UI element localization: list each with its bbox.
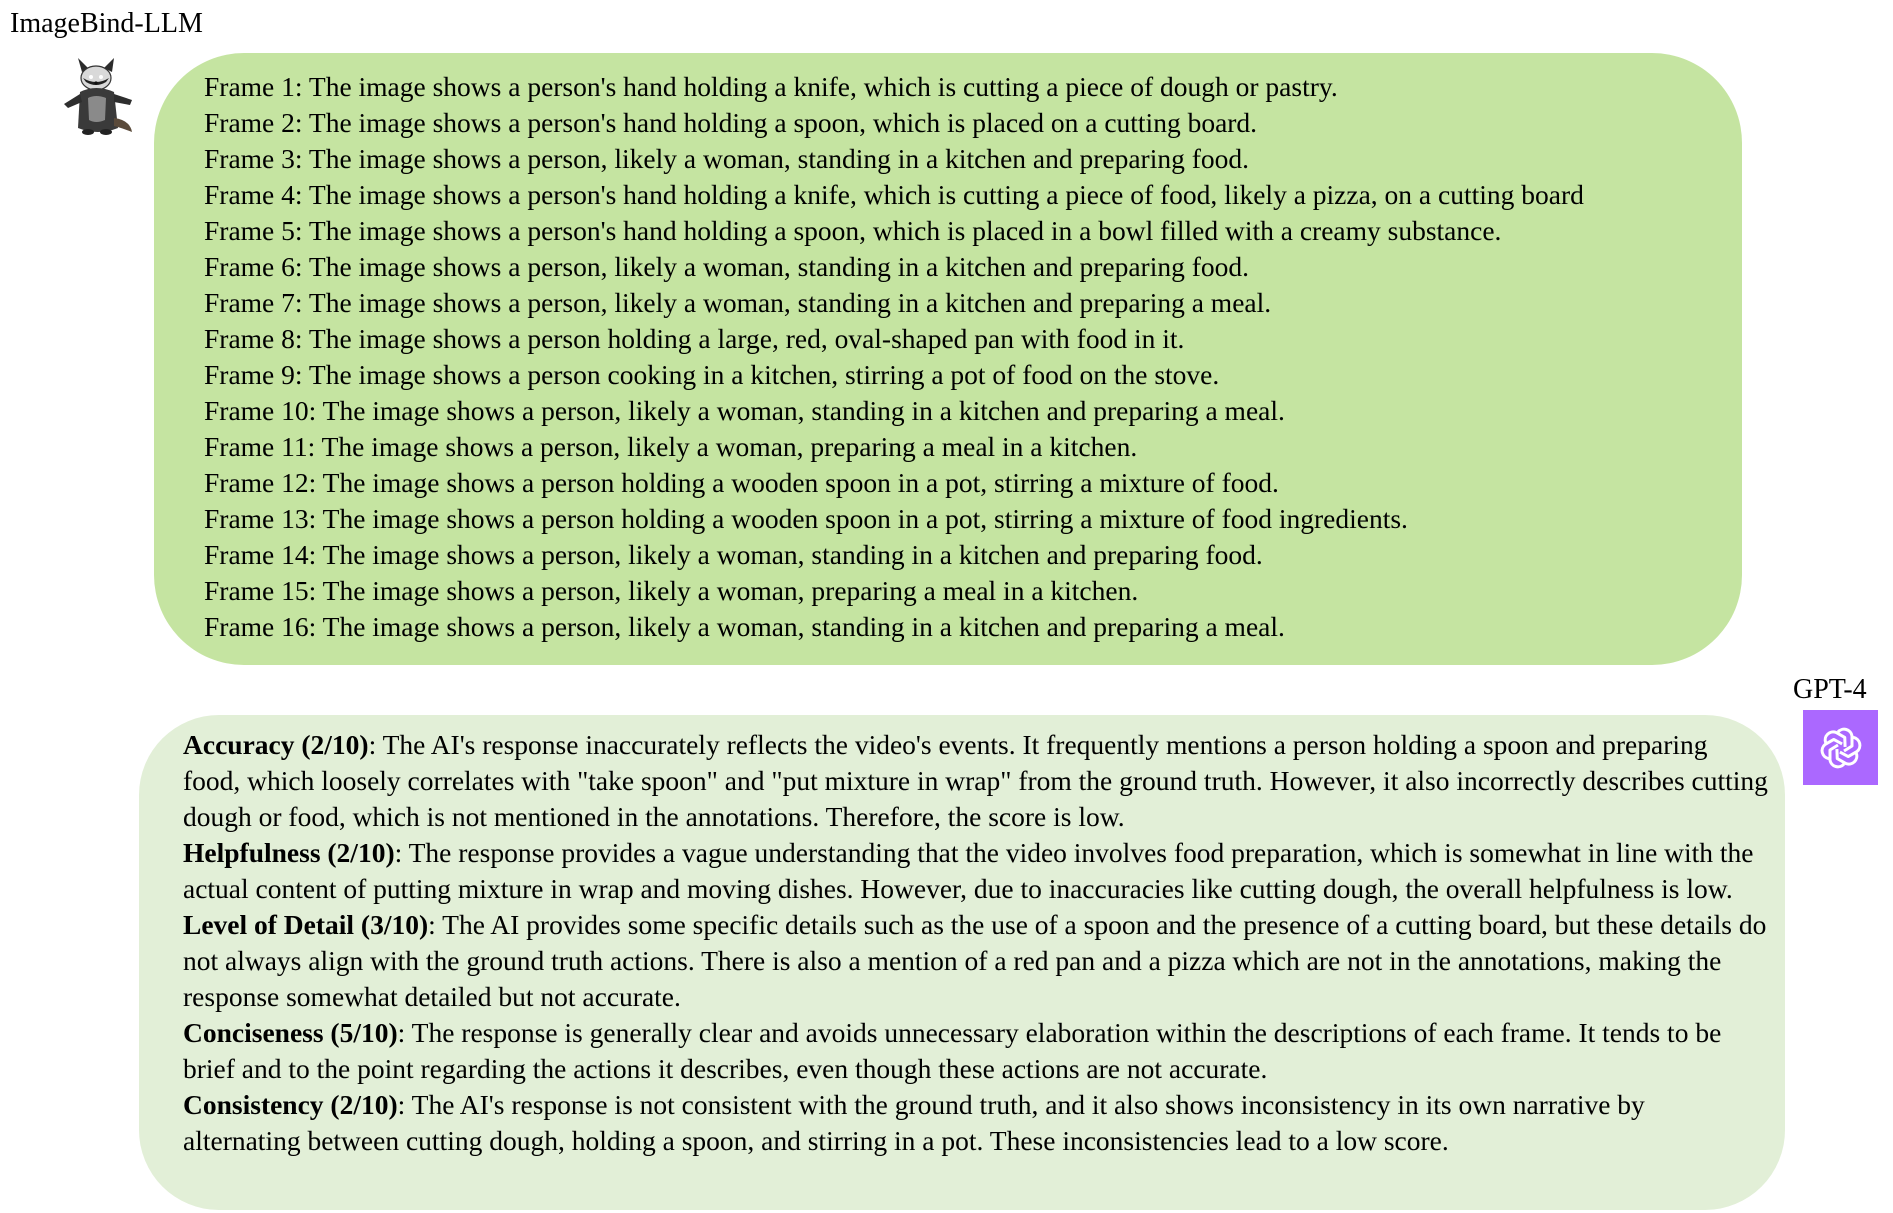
model-name-gpt4: GPT-4 xyxy=(1793,674,1867,705)
criterion-label: Consistency (2/10) xyxy=(183,1089,398,1120)
criterion-label: Helpfulness (2/10) xyxy=(183,837,395,868)
frame-description-line: Frame 14: The image shows a person, likely a woman, standing in a kitchen and preparing food. xyxy=(204,539,1263,570)
frame-description-line: Frame 7: The image shows a person, likely a woman, standing in a kitchen and preparing a meal. xyxy=(204,287,1272,318)
criterion-text: : The AI's response inaccurately reflects the video's events. It frequently mentions a person holding a spoon and preparing food, which loosely correlates with "take spoon" and "put mixture in wrap" from the ground truth. However, it also incorrectly describes cutting dough or food, which is not mentioned in the annotations. Therefore, the score is low. xyxy=(183,729,1768,832)
frame-description-line: Frame 15: The image shows a person, likely a woman, preparing a meal in a kitchen. xyxy=(204,575,1139,606)
frame-description-line: Frame 9: The image shows a person cooking in a kitchen, stirring a pot of food on the stove. xyxy=(204,359,1220,390)
frame-description-line: Frame 6: The image shows a person, likely a woman, standing in a kitchen and preparing food. xyxy=(204,251,1249,282)
frame-description-line: Frame 13: The image shows a person holding a wooden spoon in a pot, stirring a mixture of food ingredients. xyxy=(204,503,1408,534)
frame-description-line: Frame 11: The image shows a person, likely a woman, preparing a meal in a kitchen. xyxy=(204,431,1138,462)
criterion-text: : The AI's response is not consistent with the ground truth, and it also shows inconsistency in its own narrative by alternating between cutting dough, holding a spoon, and stirring in a pot. These inconsistencies lead to a low score. xyxy=(183,1089,1645,1156)
criterion-paragraph xyxy=(183,1087,1769,1159)
criterion-paragraph xyxy=(183,1015,1769,1087)
frame-description-line: Frame 3: The image shows a person, likely a woman, standing in a kitchen and preparing food. xyxy=(204,143,1249,174)
frame-description-line: Frame 4: The image shows a person's hand holding a knife, which is cutting a piece of food, likely a pizza, on a cutting board xyxy=(204,179,1584,210)
frame-description-line: Frame 5: The image shows a person's hand holding a spoon, which is placed in a bowl filled with a creamy substance. xyxy=(204,215,1502,246)
criterion-text: : The response is generally clear and avoids unnecessary elaboration within the descriptions of each frame. It tends to be brief and to the point regarding the actions it describes, even though these actions are not accurate. xyxy=(183,1017,1722,1084)
criterion-paragraph xyxy=(183,835,1769,907)
evaluation-text xyxy=(183,727,1769,1159)
criterion-label: Conciseness (5/10) xyxy=(183,1017,398,1048)
gpt4-evaluation-bubble xyxy=(139,715,1785,1210)
model-name-imagebind: ImageBind-LLM xyxy=(10,8,203,39)
frame-description-line: Frame 12: The image shows a person holding a wooden spoon in a pot, stirring a mixture of food. xyxy=(204,467,1279,498)
frame-description-line: Frame 16: The image shows a person, likely a woman, standing in a kitchen and preparing a meal. xyxy=(204,611,1285,642)
imagebind-response-bubble xyxy=(154,53,1742,665)
criterion-label: Level of Detail (3/10) xyxy=(183,909,429,940)
frame-description-line: Frame 10: The image shows a person, likely a woman, standing in a kitchen and preparing a meal. xyxy=(204,395,1285,426)
frame-description-line: Frame 1: The image shows a person's hand holding a knife, which is cutting a piece of dough or pastry. xyxy=(204,71,1338,102)
criterion-text: : The response provides a vague understanding that the video involves food preparation, which is somewhat in line with the actual content of putting mixture in wrap and moving dishes. However, due to inaccuracies like cutting dough, the overall helpfulness is low. xyxy=(183,837,1754,904)
criterion-paragraph xyxy=(183,907,1769,1015)
openai-logo-icon xyxy=(1803,710,1878,785)
frame-description-line: Frame 8: The image shows a person holding a large, red, oval-shaped pan with food in it. xyxy=(204,323,1185,354)
frame-description-line: Frame 2: The image shows a person's hand holding a spoon, which is placed on a cutting board. xyxy=(204,107,1258,138)
raccoon-mascot-icon xyxy=(58,58,138,138)
criterion-paragraph xyxy=(183,727,1769,835)
criterion-label: Accuracy (2/10) xyxy=(183,729,369,760)
criterion-text: : The AI provides some specific details such as the use of a spoon and the presence of a cutting board, but these details do not always align with the ground truth actions. There is also a mention of a red pan and a pizza which are not in the annotations, making the response somewhat detailed but not accurate. xyxy=(183,909,1767,1012)
